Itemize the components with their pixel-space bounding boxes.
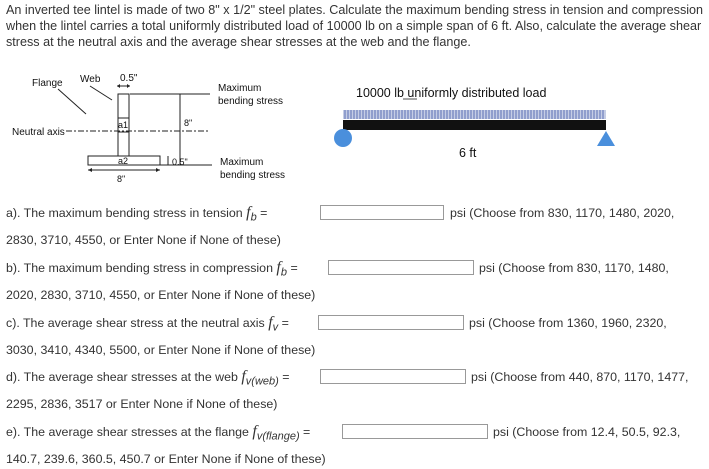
span-label: 6 ft (459, 146, 477, 160)
a1-label: a1 (118, 120, 129, 130)
max-bending-bottom-line1: Maximum (220, 157, 264, 168)
question-e-symbol: f (252, 423, 257, 440)
problem-statement: An inverted tee lintel is made of two 8" x 1/2" steel plates. Calculate the maximum bending stress in tension and compression when the lintel carries a total uniformly distributed load of 10000 lb on a simple span of 6 ft. Also, calculate the average shear stress at the neutral axis and the average shear stresses at the web and the flange. (6, 3, 704, 49)
web-height-label: 8" (184, 118, 193, 128)
question-b: b). The maximum bending stress in compression $f_b$ = (6, 259, 298, 279)
max-bending-top-line1: Maximum (218, 83, 262, 94)
question-c-prefix: c). The average shear stress at the neutral axis (6, 316, 265, 330)
question-c-continuation: 3030, 3410, 4340, 5500, or Enter None if None of these) (6, 343, 316, 357)
a2-label: a2 (118, 156, 129, 166)
tee-section-diagram (12, 73, 285, 184)
web-label: Web (80, 74, 101, 85)
question-a-prefix: a). The maximum bending stress in tension (6, 206, 243, 220)
question-d: d). The average shear stresses at the web $f_{v(web)}$ = (6, 368, 290, 388)
flange-pointer (58, 89, 86, 114)
question-e-prefix: e). The average shear stresses at the flange (6, 425, 249, 439)
beam (343, 120, 606, 130)
question-e-suffix: psi (Choose from 12.4, 50.5, 92.3, (493, 425, 681, 439)
flange-label: Flange (32, 78, 63, 89)
question-b-subscript: b (280, 266, 287, 279)
question-c-subscript: v (272, 321, 279, 334)
question-a-symbol: f (246, 204, 251, 221)
question-b-prefix: b). The maximum bending stress in compression (6, 261, 273, 275)
beam-figure (0, 60, 709, 192)
answer-b-input[interactable] (328, 260, 474, 275)
answer-e-input[interactable] (342, 424, 488, 439)
beam-diagram (334, 86, 615, 160)
answer-c-input[interactable] (318, 315, 464, 330)
question-d-symbol: f (241, 368, 246, 385)
load-label: 10000 lb uniformly distributed load (356, 86, 547, 100)
question-d-suffix: psi (Choose from 440, 870, 1170, 1477, (471, 370, 689, 384)
flange-thickness-label: 0.5" (172, 157, 188, 167)
question-d-prefix: d). The average shear stresses at the web (6, 370, 238, 384)
load-hatch (345, 110, 603, 119)
question-a: a). The maximum bending stress in tension $f_b$ = (6, 204, 268, 224)
question-b-suffix: psi (Choose from 830, 1170, 1480, (479, 261, 669, 275)
question-d-continuation: 2295, 2836, 3517 or Enter None if None of these) (6, 397, 278, 411)
question-e-subscript: v(flange) (256, 430, 300, 443)
question-a-continuation: 2830, 3710, 4550, or Enter None if None of these) (6, 233, 281, 247)
question-c: c). The average shear stress at the neutral axis $f_v$ = (6, 314, 289, 334)
answer-a-input[interactable] (320, 205, 444, 220)
pin-support (334, 129, 352, 147)
web-pointer (90, 86, 112, 100)
question-e-continuation: 140.7, 239.6, 360.5, 450.7 or Enter None if None of these) (6, 452, 326, 466)
neutral-axis-label: Neutral axis (12, 127, 65, 138)
max-bending-top-line2: bending stress (218, 96, 284, 107)
roller-support (597, 131, 615, 146)
question-b-symbol: f (276, 259, 281, 276)
flange-width-label: 8" (117, 174, 126, 184)
answer-d-input[interactable] (320, 369, 466, 384)
max-bending-bottom-line2: bending stress (220, 170, 286, 181)
question-c-suffix: psi (Choose from 1360, 1960, 2320, (469, 316, 667, 330)
question-a-subscript: b (250, 211, 257, 224)
question-d-subscript: v(web) (245, 375, 279, 388)
question-e: e). The average shear stresses at the flange $f_{v(flange)}$ = (6, 423, 311, 443)
question-b-continuation: 2020, 2830, 3710, 4550, or Enter None if None of these) (6, 288, 316, 302)
question-c-symbol: f (268, 314, 273, 331)
question-a-suffix: psi (Choose from 830, 1170, 1480, 2020, (450, 206, 675, 220)
web-thickness-label: 0.5" (120, 73, 138, 84)
